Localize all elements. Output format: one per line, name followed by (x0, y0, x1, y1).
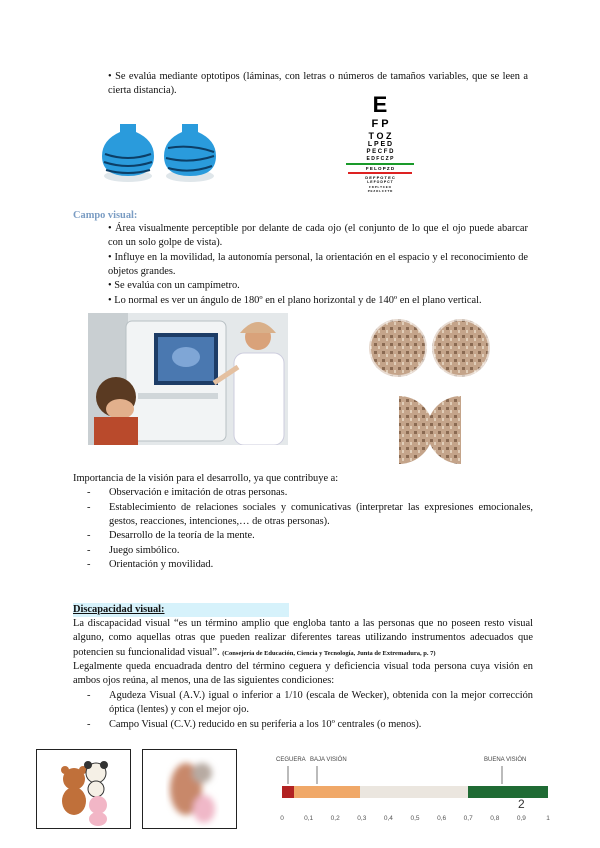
snellen-chart (340, 94, 420, 200)
clear-toys-image (36, 749, 131, 829)
scale-ticks (282, 815, 548, 825)
scale-bar (282, 786, 548, 798)
list-item: - Agudeza Visual (A.V.) igual o inferior a 1/10 (escala de Wecker), obtenida con la mejor corrección óptica (lentes) y con el mejor ojo. (73, 689, 533, 718)
tick-label: 0,8 (490, 815, 500, 822)
discapacidad-citation: (Consejería de Educación, Ciencia y Tecnología, Junta de Extremadura, p. 7) (222, 649, 436, 657)
field-half-right (427, 396, 461, 464)
tick-label: 0,5 (410, 815, 420, 822)
snellen-row: D E F P O T E C (365, 175, 395, 180)
snellen-row: E D F C Z P (366, 156, 394, 162)
campo-bullet: • Se evalúa con un campímetro. (108, 280, 240, 292)
list-item: - Juego simbólico. (73, 544, 533, 558)
list-item: - Orientación y movilidad. (73, 558, 533, 572)
tick-label: 0,2 (330, 815, 340, 822)
snellen-row: F P (371, 118, 389, 130)
scale-segment-ceguera (282, 786, 294, 798)
campimeter-photo (88, 313, 288, 445)
importancia-section (73, 472, 533, 573)
label-buena-vision: BUENA VISIÓN (484, 757, 527, 763)
scale-segment-buena (468, 786, 548, 798)
campo-bullet: • Área visualmente perceptible por delante de cada ojo (el conjunto de lo que el ojo puede abarcar con un solo golpe de vista). (108, 223, 528, 249)
snellen-row: E (372, 92, 388, 117)
discapacidad-list (73, 689, 533, 732)
snellen-green-line (346, 163, 414, 165)
discapacidad-heading-bar (73, 603, 289, 617)
list-item: - Campo Visual (C.V.) reducido en su periferia a los 10º centrales (o menos). (73, 718, 533, 732)
tick-label: 0 (280, 815, 284, 822)
campo-visual-heading: Campo visual: (73, 210, 138, 221)
snellen-row: P E Z O L C F T D (367, 188, 393, 193)
discapacidad-quote: La discapacidad visual “es un término amplio que engloba tanto a las personas que no poseen resto visual alguno, como aquellas otras que pueden realizar diferentes tareas utilizando instrumentos adecuados que potencien su funcionalidad visual”. (73, 618, 533, 658)
snellen-row: L P E D (367, 141, 393, 148)
snellen-row: L E F O D P C T (367, 180, 393, 184)
campo-bullet: • Influye en la movilidad, la autonomía personal, la orientación en el espacio y el reconocimiento de objetos grandes. (108, 251, 528, 278)
scale-marker: 2 (518, 797, 525, 811)
discapacidad-para2: Legalmente queda encuadrada dentro del término ceguera y deficiencia visual toda persona cuya visión en ambos ojos reúna, al menos, una de las siguientes condiciones: (73, 661, 533, 687)
vision-scale (272, 752, 558, 832)
tick-label: 0,7 (463, 815, 473, 822)
discapacidad-para1 (73, 617, 533, 660)
snellen-row: T O Z (368, 131, 392, 141)
snellen-red-line (348, 172, 412, 174)
list-item: - Establecimiento de relaciones sociales y comunicativas (interpretar las expresiones emocionales, gestos, reacciones, intenciones,… de otras personas). (73, 501, 533, 530)
snellen-row: F E L O P Z D (365, 166, 395, 171)
list-item: - Desarrollo de la teoría de la mente. (73, 529, 533, 543)
importancia-intro: Importancia de la visión para el desarrollo, ya que contribuye a: (73, 473, 339, 484)
blurred-toys-image (142, 749, 237, 829)
label-ceguera: CEGUERA (276, 757, 306, 763)
campo-visual-bullets (108, 222, 528, 308)
visual-field-images (365, 318, 495, 466)
snellen-row: P E C F D (366, 149, 394, 155)
tick-label: 0,4 (383, 815, 393, 822)
importancia-list (73, 486, 533, 572)
scale-segment-baja (294, 786, 360, 798)
tick-label: 0,9 (516, 815, 526, 822)
optotipos-bullet: • Se evalúa mediante optotipos (láminas, con letras o números de tamaños variables, que se leen a cierta distancia). (108, 71, 528, 97)
list-item: - Observación e imitación de otras personas. (73, 486, 533, 500)
discapacidad-section (73, 617, 533, 732)
tick-label: 0,3 (357, 815, 367, 822)
blue-vases-image (88, 118, 228, 188)
discapacidad-heading: Discapacidad visual: (73, 603, 289, 617)
label-baja-vision: BAJA VISIÓN (310, 757, 347, 763)
tick-label: 1 (546, 815, 550, 822)
snellen-row: F D P L T C E O (369, 184, 391, 189)
scale-pointers (272, 764, 558, 786)
campo-bullet: • Lo normal es ver un ángulo de 180º en el plano horizontal y de 140º en el plano vertical. (108, 294, 482, 306)
tick-label: 0,1 (304, 815, 314, 822)
tick-label: 0,6 (437, 815, 447, 822)
